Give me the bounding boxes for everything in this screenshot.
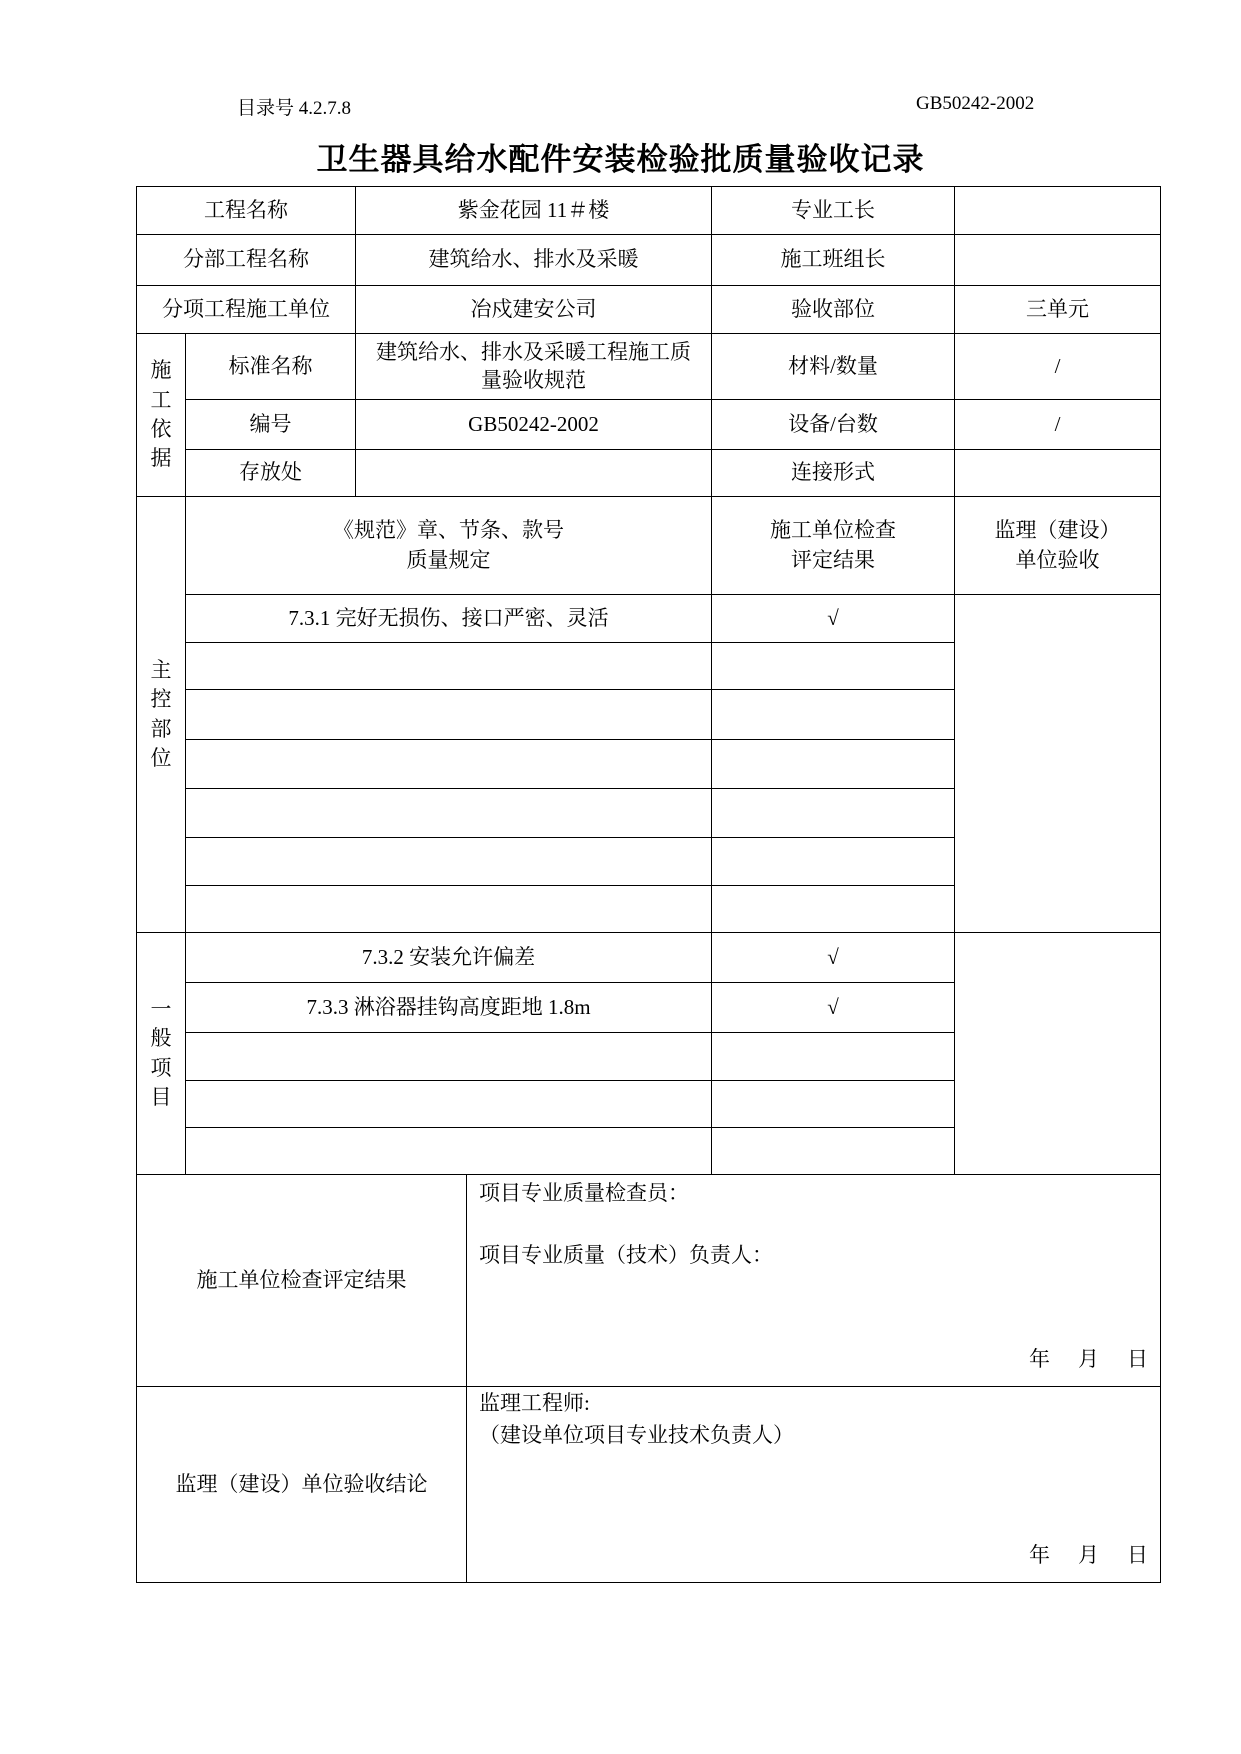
foreman-label: 专业工长	[712, 187, 955, 235]
contractor-result-label: 施工单位检查评定结果	[137, 1175, 467, 1387]
spec-column-header: 《规范》章、节条、款号 质量规定	[186, 497, 712, 595]
general-result	[712, 1033, 955, 1081]
row-sub-project	[137, 235, 1161, 286]
row-supervisor-result	[137, 1387, 1161, 1583]
row-column-headers	[137, 497, 1161, 595]
contractor-label: 分项工程施工单位	[137, 286, 356, 334]
equipment-label: 设备/台数	[712, 400, 955, 450]
general-result: √	[712, 933, 955, 983]
owner-responsible-note: （建设单位项目专业技术负责人）	[479, 1423, 794, 1447]
storage-label: 存放处	[186, 450, 356, 497]
code-value: GB50242-2002	[356, 400, 712, 450]
sub-project-value: 建筑给水、排水及采暖	[356, 235, 712, 286]
main-result: √	[712, 595, 955, 643]
project-name-value: 紫金花园 11＃楼	[356, 187, 712, 235]
supervisor-result-sign-area	[467, 1387, 1161, 1583]
sub-project-label: 分部工程名称	[137, 235, 356, 286]
main-item	[186, 690, 712, 740]
general-item	[186, 1033, 712, 1081]
contractor-value: 冶戍建安公司	[356, 286, 712, 334]
main-result	[712, 789, 955, 838]
main-result	[712, 838, 955, 886]
main-item	[186, 838, 712, 886]
connection-value	[955, 450, 1161, 497]
row-storage	[137, 450, 1161, 497]
supervisor-date: 年 月 日	[1029, 1542, 1149, 1567]
team-leader-label: 施工班组长	[712, 235, 955, 286]
row-contractor-result	[137, 1175, 1161, 1387]
inspection-record-table	[136, 186, 1161, 1583]
main-result	[712, 643, 955, 690]
table-row	[137, 595, 1161, 643]
check-column-header: 施工单位检查 评定结果	[712, 497, 955, 595]
row-project-name	[137, 187, 1161, 235]
main-item	[186, 886, 712, 933]
general-item: 7.3.3 淋浴器挂钩高度距地 1.8m	[186, 983, 712, 1033]
main-supervise-cell	[955, 595, 1161, 933]
main-item	[186, 643, 712, 690]
main-result	[712, 690, 955, 740]
foreman-value	[955, 187, 1161, 235]
general-item	[186, 1081, 712, 1128]
code-label: 编号	[186, 400, 356, 450]
general-group-label: 一 般 项 目	[137, 933, 186, 1175]
main-result	[712, 886, 955, 933]
quality-inspector-label: 项目专业质量检查员：	[479, 1181, 689, 1205]
general-result	[712, 1128, 955, 1175]
row-contractor	[137, 286, 1161, 334]
supervisor-result-label: 监理（建设）单位验收结论	[137, 1387, 467, 1583]
contractor-date: 年 月 日	[1029, 1346, 1149, 1371]
general-supervise-cell	[955, 933, 1161, 1175]
standard-name-label: 标准名称	[186, 334, 356, 400]
connection-label: 连接形式	[712, 450, 955, 497]
supervise-column-header: 监理（建设） 单位验收	[955, 497, 1161, 595]
basis-group-label: 施 工 依 据	[137, 334, 186, 497]
project-name-label: 工程名称	[137, 187, 356, 235]
contractor-result-sign-area	[467, 1175, 1161, 1387]
general-result	[712, 1081, 955, 1128]
material-label: 材料/数量	[712, 334, 955, 400]
general-item	[186, 1128, 712, 1175]
main-item	[186, 789, 712, 838]
material-value: /	[955, 334, 1161, 400]
table-row	[137, 933, 1161, 983]
acceptance-part-value: 三单元	[955, 286, 1161, 334]
equipment-value: /	[955, 400, 1161, 450]
main-result	[712, 740, 955, 789]
row-standard-name	[137, 334, 1161, 400]
main-item	[186, 740, 712, 789]
supervising-engineer-label: 监理工程师:	[479, 1391, 590, 1415]
storage-value	[356, 450, 712, 497]
general-result: √	[712, 983, 955, 1033]
standard-code: GB50242-2002	[916, 93, 1035, 114]
technical-responsible-label: 项目专业质量（技术）负责人：	[479, 1243, 773, 1267]
general-item: 7.3.2 安装允许偏差	[186, 933, 712, 983]
standard-name-value: 建筑给水、排水及采暖工程施工质量验收规范	[356, 334, 712, 400]
page-title: 卫生器具给水配件安装检验批质量验收记录	[316, 142, 925, 178]
team-leader-value	[955, 235, 1161, 286]
acceptance-part-label: 验收部位	[712, 286, 955, 334]
row-code	[137, 400, 1161, 450]
main-control-group-label: 主 控 部 位	[137, 497, 186, 933]
main-item: 7.3.1 完好无损伤、接口严密、灵活	[186, 595, 712, 643]
catalog-number: 目录号 4.2.7.8	[237, 98, 352, 119]
